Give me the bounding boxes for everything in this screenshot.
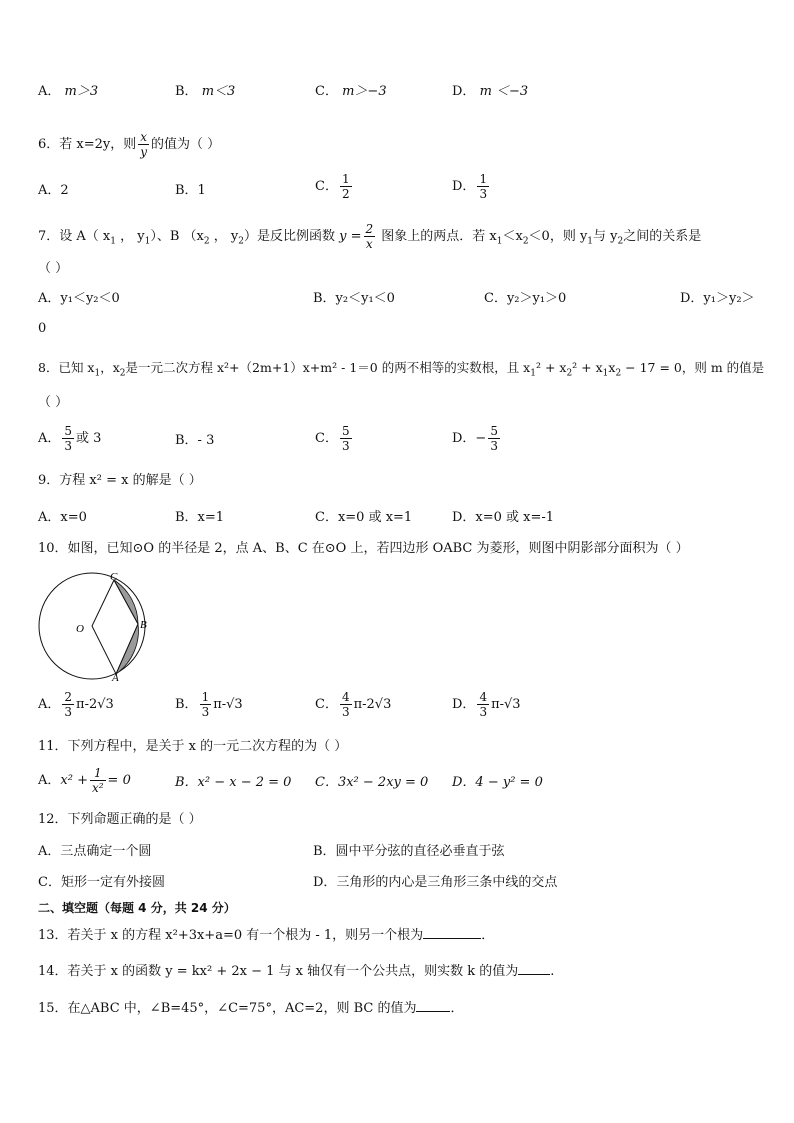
q10-option-c: C． $\frac{4}{3}$ π-2√3 bbox=[315, 690, 392, 719]
q12-option-a: A．三点确定一个圆 bbox=[38, 844, 152, 859]
q8-option-c: C． $\frac{5}{3}$ bbox=[315, 424, 350, 453]
q8-option-d: D．− $\frac{5}{3}$ bbox=[452, 424, 498, 453]
q8-question: 8．已知 $x_1$，$x_2$是一元二次方程 x²+（2m+1）x+m² - 1＝0 的两不相等的实数根，且 $x_1^2 + x_2^2 + x_1x_2 - 17 = 0$，则 m 的值是 bbox=[38, 360, 765, 379]
q9-option-b: B．x=1 bbox=[175, 510, 225, 525]
section-title: 二、填空题（每题 4 分，共 24 分） bbox=[38, 901, 236, 915]
q9-question: 9．方程 x² = x 的解是（ ） bbox=[38, 473, 202, 488]
q9-option-a: A．x=0 bbox=[38, 510, 87, 525]
q5-option-d: D． m ＜−3 bbox=[452, 84, 529, 99]
q6-option-c: C． $\frac{1}{2}$ bbox=[315, 172, 350, 201]
q13-question: 13．若关于 x 的方程 x²+3x+a=0 有一个根为 - 1，则另一个根为 ． bbox=[38, 928, 495, 943]
q14-question: 14．若关于 x 的函数 y = kx² + 2x − 1 与 x 轴仅有一个公共点，则实数 k 的值为 . bbox=[38, 964, 555, 979]
q10-option-b: B． $\frac{1}{3}$ π-√3 bbox=[175, 690, 243, 719]
q15-question: 15．在△ABC 中，∠B=45°，∠C=75°，AC=2，则 BC 的值为 ． bbox=[38, 1001, 464, 1016]
answer-blank[interactable] bbox=[518, 962, 550, 975]
q11-question: 11．下列方程中，是关于 x 的一元二次方程的为（ ） bbox=[38, 739, 348, 754]
label-o: O bbox=[76, 623, 84, 635]
q12-option-c: C．矩形一定有外接圆 bbox=[38, 875, 165, 890]
q11-option-b: B．x² − x − 2 = 0 bbox=[175, 775, 292, 790]
q12-question: 12．下列命题正确的是（ ） bbox=[38, 812, 202, 827]
q7-option-a: A．y₁＜y₂＜0 bbox=[38, 291, 120, 306]
q11-option-c: C．3x² − 2xy = 0 bbox=[315, 775, 429, 790]
q6-option-a: A．2 bbox=[38, 183, 69, 198]
q5-option-b: B． m＜3 bbox=[175, 84, 236, 99]
q6-option-d: D． $\frac{1}{3}$ bbox=[452, 172, 488, 201]
q6-option-b: B．1 bbox=[175, 183, 206, 198]
circle-rhombus-figure bbox=[34, 566, 154, 682]
q11-option-a: A．x² + $\frac{1}{\text{x²}}$ = 0 bbox=[38, 766, 131, 795]
q7-option-b: B．y₂＜y₁＜0 bbox=[313, 291, 395, 306]
label-b: B bbox=[140, 619, 147, 631]
q7-question: 7．设 A（ $x_1$ ， $y_1$）、B （$x_2$ ， $y_2$）是反比例函数 y = $\frac{2}{x}$ 图象上的两点．若 $x_1<x_2<0$，则 $y_1$与 $y_2$之间的关系是 bbox=[38, 222, 702, 251]
rhombus-oabc bbox=[92, 580, 138, 674]
q11-option-d: D．4 − y² = 0 bbox=[452, 775, 543, 790]
q9-option-d: D．x=0 或 x=-1 bbox=[452, 510, 555, 525]
q5-option-c: C． m＞−3 bbox=[315, 84, 387, 99]
q9-option-c: C．x=0 或 x=1 bbox=[315, 510, 413, 525]
q7-answer-bracket: （ ） bbox=[38, 261, 69, 276]
q6-question: 6．若 x=2y，则 $\frac{x}{y}$ 的值为（ ） bbox=[38, 130, 221, 159]
answer-blank[interactable] bbox=[416, 999, 450, 1012]
q8-option-b: B．- 3 bbox=[175, 433, 215, 448]
q10-question: 10．如图，已知⊙O 的半径是 2，点 A、B、C 在⊙O 上，若四边形 OABC 为菱形，则图中阴影部分面积为（ ） bbox=[38, 541, 689, 556]
q8-option-a: A． $\frac{5}{3}$ 或 3 bbox=[38, 424, 102, 453]
q12-option-d: D．三角形的内心是三角形三条中线的交点 bbox=[313, 875, 558, 890]
q5-option-a: A． m＞3 bbox=[38, 84, 99, 99]
q7-option-c: C．y₂＞y₁＞0 bbox=[484, 291, 567, 306]
q12-option-b: B．圆中平分弦的直径必垂直于弦 bbox=[313, 844, 505, 859]
label-c: C bbox=[110, 571, 118, 583]
q10-option-a: A． $\frac{2}{3}$ π-2√3 bbox=[38, 690, 114, 719]
answer-blank[interactable] bbox=[423, 926, 481, 939]
q7-option-d-wrap: 0 bbox=[38, 321, 47, 336]
q7-option-d: D．y₁＞y₂＞ bbox=[680, 291, 755, 306]
q8-answer-bracket: （ ） bbox=[38, 395, 69, 410]
label-a: A bbox=[112, 672, 119, 682]
q10-option-d: D． $\frac{4}{3}$ π-√3 bbox=[452, 690, 521, 719]
